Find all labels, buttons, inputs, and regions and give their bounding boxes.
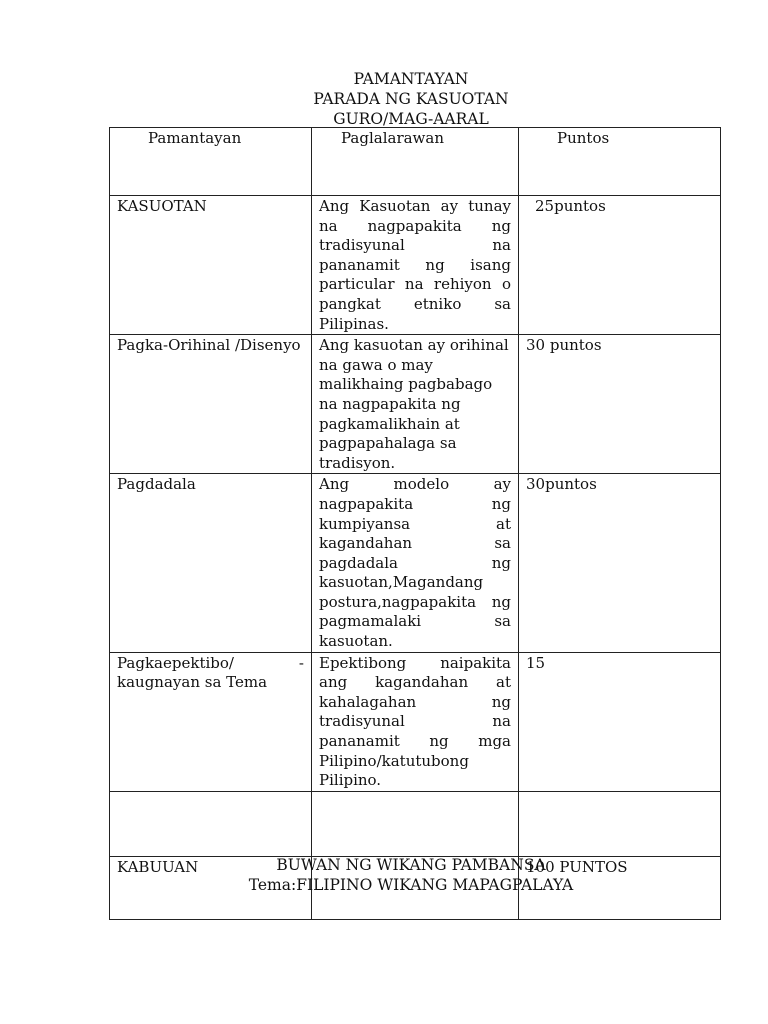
criterion-cell: KABUUAN <box>110 856 312 919</box>
document-title <box>0 69 768 129</box>
criterion-cell: KASUOTAN <box>110 196 312 335</box>
points-cell: 100 PUNTOS <box>519 856 721 919</box>
criterion-cell: Pagdadala <box>110 474 312 652</box>
criterion-part-2: kaugnayan sa Tema <box>117 673 268 692</box>
points-cell: 30puntos <box>519 474 721 652</box>
document-footer <box>0 855 768 895</box>
description-cell: Epektibong naipakita ang kagandahan at kahalagahan ng tradisyunal na pananamit ng mga Pilipino/katutubong Pilipino. <box>312 652 519 791</box>
criterion-dash: - <box>298 653 304 672</box>
table-row <box>110 196 721 335</box>
criterion-cell: Pagka-Orihinal /Disenyo <box>110 335 312 474</box>
points-cell: 15 <box>519 652 721 791</box>
description-cell: Ang kasuotan ay orihinal na gawa o may malikhaing pagbabago na nagpapakita ng pagkamalikhain at pagpapahalaga sa tradisyon. <box>312 335 519 474</box>
title-line-1: PAMANTAYAN <box>353 70 469 88</box>
table-header-row <box>110 128 721 196</box>
table-row <box>110 652 721 791</box>
description-cell: Ang modelo ay nagpapakita ng kumpiyansa at kagandahan sa pagdadala ng kasuotan,Magandang postura,nagpapakita ng pagmamalaki sa kasuotan. <box>312 474 519 652</box>
points-cell: 30 puntos <box>519 335 721 474</box>
points-cell: 25puntos <box>519 196 721 335</box>
description-cell: Ang Kasuotan ay tunay na nagpapakita ng tradisyunal na pananamit ng isang particular na rehiyon o pangkat etniko sa Pilipinas. <box>312 196 519 335</box>
title-line-3: GURO/MAG-AARAL <box>333 110 489 128</box>
table-row <box>110 335 721 474</box>
points-cell <box>519 791 721 856</box>
table-row <box>110 474 721 652</box>
header-cell-paglalarawan: Paglalarawan <box>312 128 519 196</box>
header-cell-pamantayan: Pamantayan <box>110 128 312 196</box>
criterion-part-1: Pagkaepektibo/ <box>117 653 234 672</box>
rubric-table <box>109 127 721 920</box>
footer-line-1: BUWAN NG WIKANG PAMBANSA <box>276 856 546 874</box>
criterion-cell <box>110 652 312 791</box>
table-row-empty <box>110 791 721 856</box>
footer-line-2: Tema:FILIPINO WIKANG MAPAGPALAYA <box>248 876 574 894</box>
description-cell <box>312 791 519 856</box>
title-line-2: PARADA NG KASUOTAN <box>313 90 509 108</box>
criterion-cell <box>110 791 312 856</box>
header-cell-puntos: Puntos <box>519 128 721 196</box>
